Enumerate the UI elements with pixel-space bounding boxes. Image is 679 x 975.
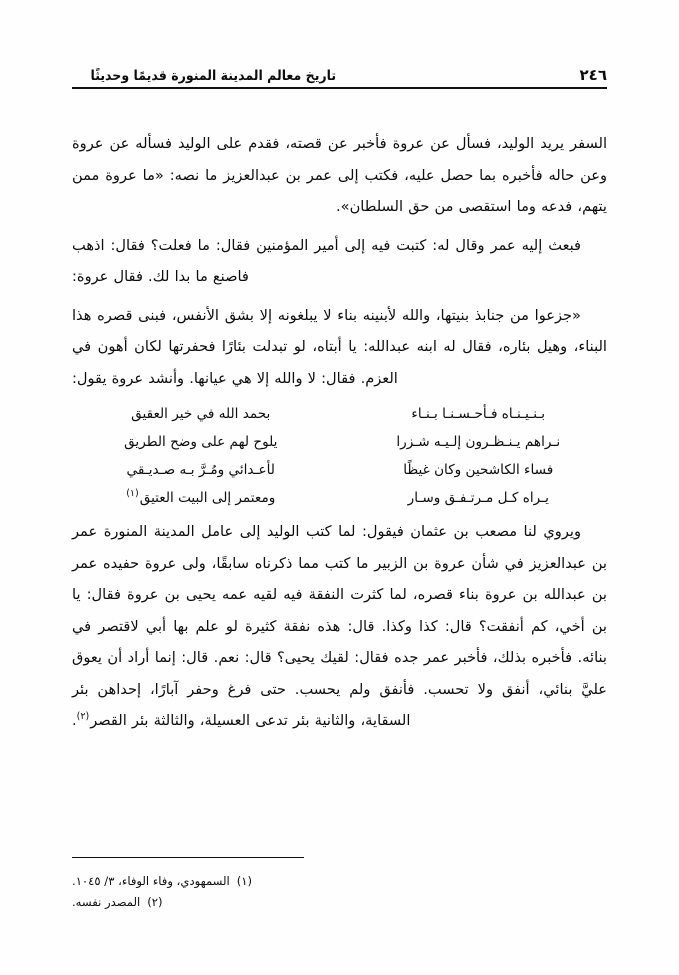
poem-hemistich-left-final	[72, 484, 340, 512]
paragraph-spacer	[72, 223, 607, 230]
paragraph-2: فبعث إليه عمر وقال له: كتبت فيه إلى أمير المؤمنين فقال: ما فعلت؟ فقال: اذهب فاصنع ما بدا لك. فقال عروة:	[72, 236, 581, 285]
paragraph-spacer	[72, 293, 607, 300]
paragraph-3: «جزعوا من جنابذ بنيتها، والله لأبنينه بناء لا يبلغونه إلا بشق الأنفس، فبنى قصره هذا البناء، وهيل بئاره، فقال له ابنه عبدالله: يا أبتاه، لو تبدلت بئارًا فحفرتها لكان أهون في العزم. فقال: لا والله إلا هي عيانها. وأنشد عروة يقول:	[72, 306, 607, 387]
poem-verse	[72, 484, 607, 512]
running-head-row	[72, 58, 607, 84]
footnote-text: السمهودي، وفاء الوفاء، ٣/ ١٠٤٥.	[72, 874, 230, 888]
poem-hemistich-left: لأعـدائي ومُـرَّ بـه صـديـقي	[126, 462, 275, 478]
footnote-divider	[72, 857, 304, 858]
poem-verse	[72, 400, 607, 428]
footnote-item	[72, 892, 607, 913]
footnote-list	[72, 871, 607, 913]
page-body	[72, 128, 607, 737]
paragraph-4-tail: .	[72, 712, 77, 729]
running-head	[72, 58, 607, 94]
poem-block	[72, 400, 607, 512]
paragraph-1: السفر يريد الوليد، فسأل عن عروة فأخبر عن قصته، فقدم على الوليد فسأله عن عروة وعن حاله فأخبره بما حصل عليه، فكتب إلى عمر بن عبدالعزيز ما نصه: «ما عروة ممن يتهم، فدعه وما استقصى من حق السلطان».	[72, 135, 607, 215]
poem-hemistich-right: نـراهم يـنـظـرون إلـيـه شـزرا	[396, 434, 561, 450]
poem-hemistich-right: بـنـيـنـاه فـأحـسـنـا بـنـاء	[411, 406, 546, 422]
footnote-number: (١)	[236, 874, 253, 888]
page-number: ٢٤٦	[579, 66, 607, 84]
footnote-area	[72, 857, 607, 913]
poem-hemistich-left-text: ومعتمر إلى البيت العتيق	[139, 490, 276, 506]
footnote-marker-2: (٢)	[76, 711, 90, 723]
poem-verse	[72, 456, 607, 484]
footnote-item	[72, 871, 607, 892]
footnote-number: (٢)	[147, 895, 163, 909]
poem-verse	[72, 428, 607, 456]
running-title: تاريخ معالم المدينة المنورة قديمًا وحديثًا	[90, 68, 337, 84]
footnote-marker-1: (١)	[126, 488, 139, 500]
poem-hemistich-left: يلوح لهم على وضح الطريق	[124, 434, 278, 450]
poem-hemistich-left: بحمد الله في خير العقيق	[131, 406, 271, 422]
header-divider	[72, 87, 607, 89]
paragraph-4-text: ويروي لنا مصعب بن عثمان فيقول: لما كتب الوليد إلى عامل المدينة المنورة عمر بن عبدالعزيز في شأن عروة بن الزبير ما كتب مما ذكرناه سابقًا، ولى عروة حفيده عمر بن عبدالله بن عروة بناء قصره، لما كثرت النفقة فيه لقيه عمه يحيى بن عروة فقال: يا بن أخي، كم أنفقت؟ قال: كذا وكذا. قال: هذه نفقة كثيرة لو علم بها أبي لاقتصر في بنائه. فأخبره بذلك، فأخبر عمر جده فقال: لقيك يحيى؟ قال: نعم. قال: إنما أراد أن يعوق عليَّ بنائي، أنفق ولا تحسب. فأنفق ولم يحسب. حتى فرغ وحفر آبارًا، إحداهن بئر السقاية، والثانية بئر تدعى العسيلة، والثالثة بئر القصر	[72, 523, 607, 729]
paragraph-4	[72, 516, 607, 737]
footnote-divider-wrap	[72, 857, 607, 865]
poem-hemistich-right: يـراه كـل مـرتـفـق وسـار	[407, 490, 549, 506]
poem-hemistich-right: فساء الكاشحين وكان غيظًا	[403, 462, 554, 478]
footnote-text: المصدر نفسه.	[72, 895, 141, 909]
